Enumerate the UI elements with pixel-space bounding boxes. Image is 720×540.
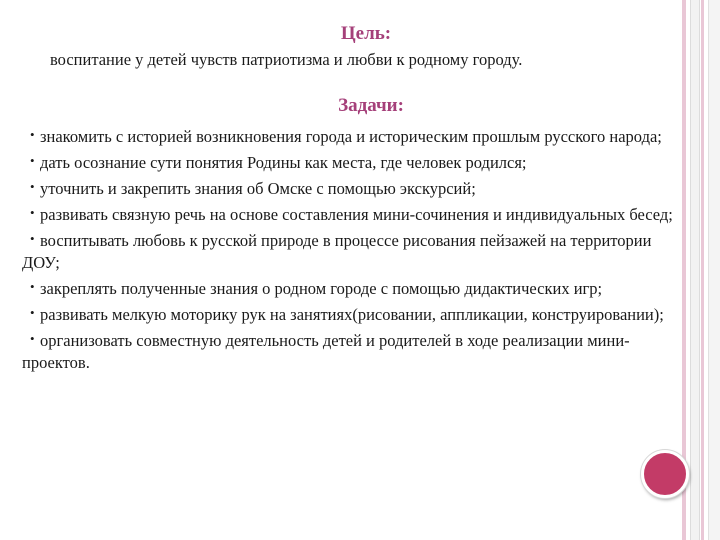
task-text: знакомить с историей возникновения города и историческим прошлым русского народа;: [40, 127, 662, 146]
bullet-icon: •: [30, 205, 35, 220]
bullet-icon: •: [30, 279, 35, 294]
bullet-icon: •: [30, 231, 35, 246]
bullet-icon: •: [30, 127, 35, 142]
task-item: [22, 150, 678, 174]
task-item: [22, 328, 678, 374]
task-text: организовать совместную деятельность детей и родителей в ходе реализации мини-проектов.: [22, 331, 630, 372]
bullet-icon: •: [30, 153, 35, 168]
decor-stripe-4: [708, 0, 720, 540]
task-item: [22, 228, 678, 274]
tasks-heading: Задачи:: [338, 95, 404, 116]
task-item: [22, 202, 678, 226]
bullet-icon: •: [30, 179, 35, 194]
task-text: воспитывать любовь к русской природе в процессе рисования пейзажей на территории ДОУ;: [22, 231, 652, 272]
task-text: развивать мелкую моторику рук на занятиях(рисовании, аппликации, конструировании);: [40, 305, 664, 324]
decor-stripe-3: [701, 0, 704, 540]
decor-stripe-2: [690, 0, 700, 540]
task-item: [22, 176, 678, 200]
bullet-icon: •: [30, 331, 35, 346]
task-item: [22, 124, 678, 148]
task-text: уточнить и закрепить знания об Омске с помощью экскурсий;: [40, 179, 476, 198]
tasks-list: [22, 124, 678, 374]
slide-content: [22, 22, 678, 376]
task-item: [22, 276, 678, 300]
decorative-circle: [641, 450, 689, 498]
task-text: развивать связную речь на основе составления мини-сочинения и индивидуальных бесед;: [40, 205, 673, 224]
goal-heading: Цель:: [340, 23, 392, 44]
task-item: [22, 302, 678, 326]
task-text: закреплять полученные знания о родном городе с помощью дидактических игр;: [40, 279, 603, 298]
bullet-icon: •: [30, 305, 35, 320]
task-text: дать осознание сути понятия Родины как места, где человек родился;: [40, 153, 527, 172]
goal-text: воспитание у детей чувств патриотизма и любви к родному городу.: [50, 50, 523, 69]
